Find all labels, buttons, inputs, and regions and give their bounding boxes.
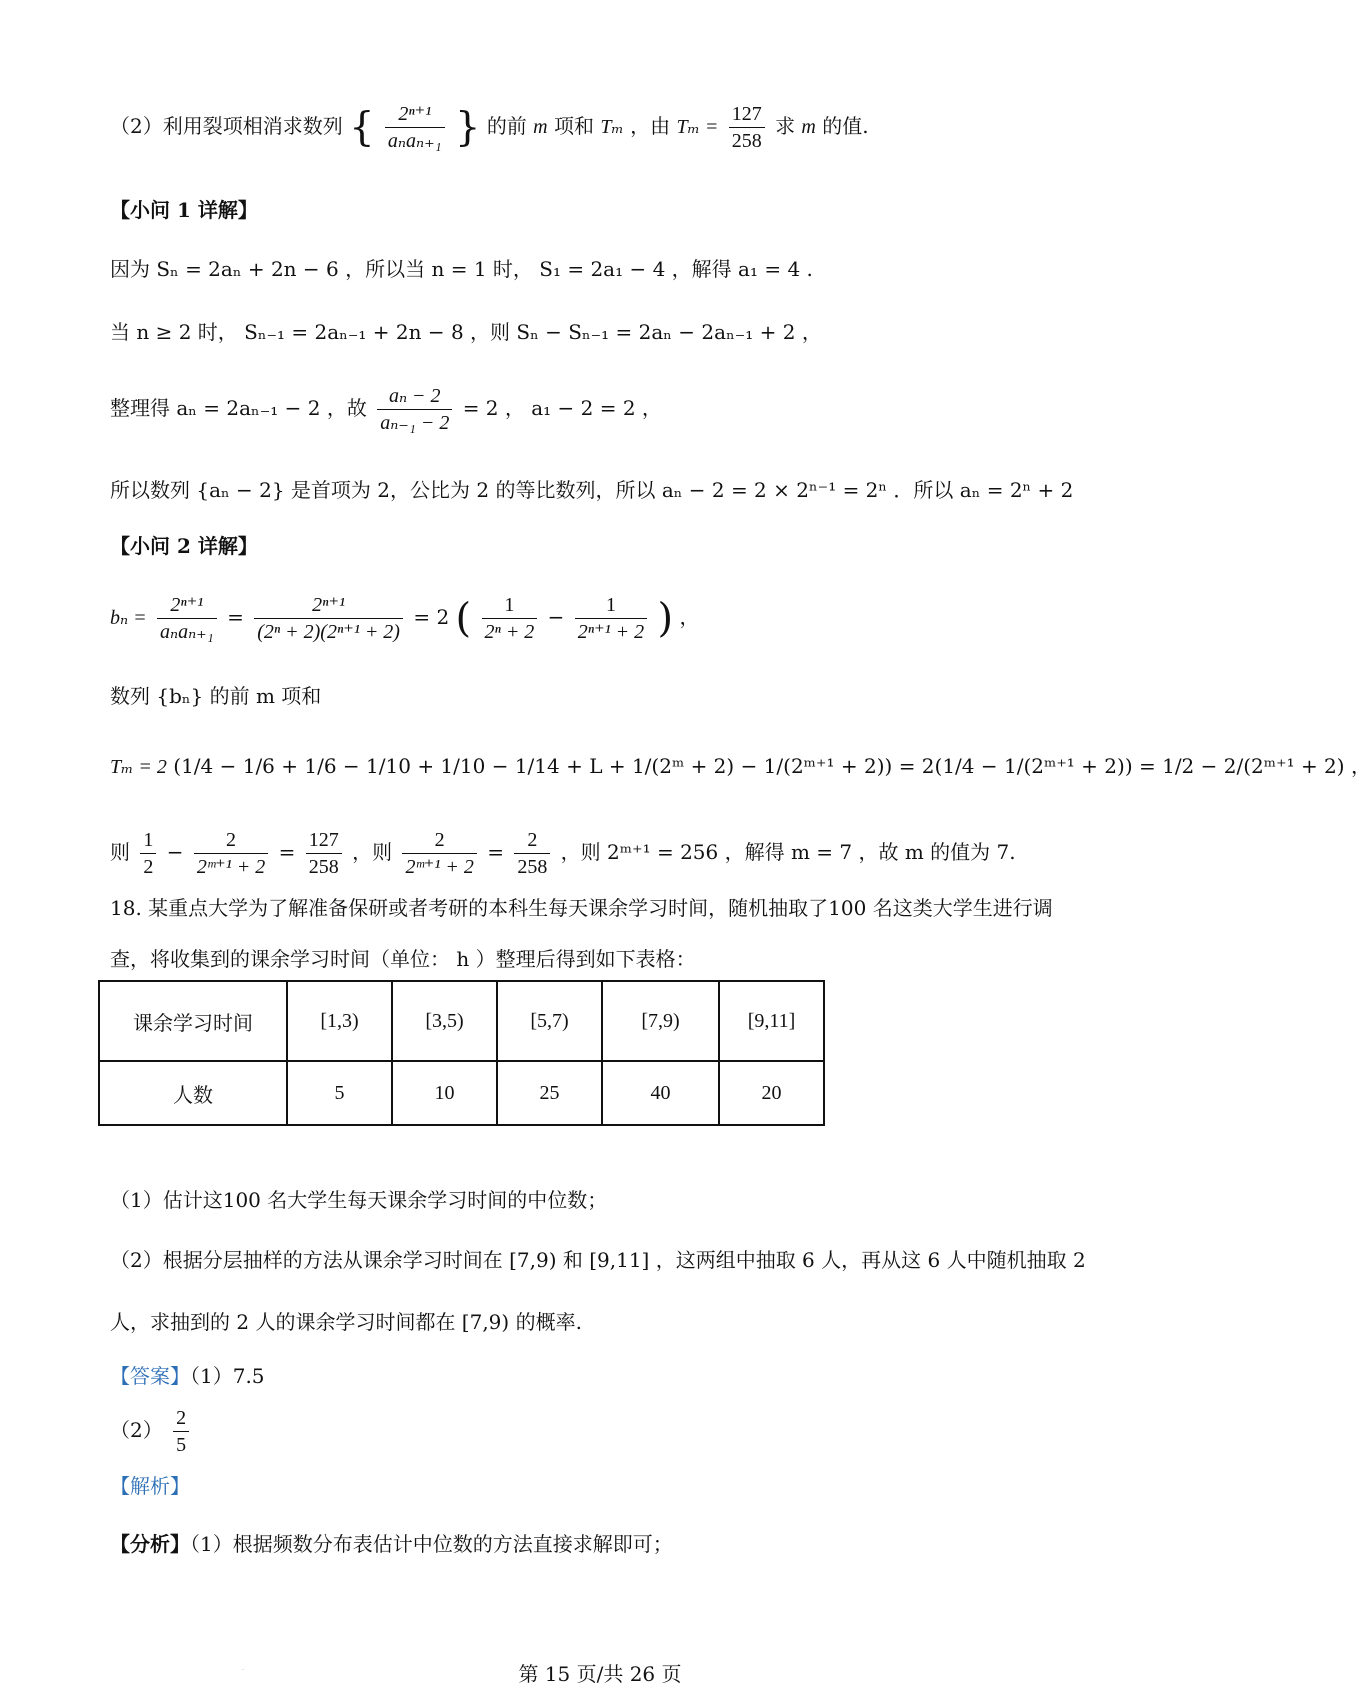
table-header-cell: 课余学习时间 — [99, 981, 287, 1061]
fraction — [194, 827, 268, 880]
page-footer: 第 15 页/共 26 页 — [518, 1662, 682, 1686]
text: − — [547, 605, 565, 629]
fraction — [306, 827, 342, 880]
analysis-tag: 【解析】 — [110, 1474, 190, 1498]
stray-dot: . — [242, 1665, 244, 1672]
solution-line: 当 n ≥ 2 时， Sₙ₋₁ = 2aₙ₋₁ + 2n − 8 ，则 Sₙ − Sₙ₋₁ = 2aₙ − 2aₙ₋₁ + 2 ， — [110, 320, 822, 344]
solution-line: 因为 Sₙ = 2aₙ + 2n − 6 ，所以当 n = 1 时， S₁ = 2a₁ − 4 ，解得 a₁ = 4 . — [110, 257, 813, 281]
fraction-numerator: 2ⁿ⁺¹ — [385, 101, 445, 128]
fraction — [254, 592, 403, 645]
text: = 2 ， a₁ − 2 = 2 ， — [462, 396, 662, 420]
answer-line — [110, 1400, 193, 1460]
solution-line: 所以数列 {aₙ − 2} 是首项为 2，公比为 2 的等比数列，所以 aₙ − 2 = 2 × 2ⁿ⁻¹ = 2ⁿ ．所以 aₙ = 2ⁿ + 2 — [110, 478, 1074, 502]
fraction-denominator: aₙaₙ₊₁ — [387, 130, 442, 152]
fraction-denominator: 2ⁿ + 2 — [484, 621, 535, 643]
table-cell: 5 — [287, 1061, 392, 1125]
fraction-denominator: aₙaₙ₊₁ — [159, 621, 214, 643]
text: 项和 — [553, 114, 594, 138]
fraction-numerator: 2 — [194, 827, 268, 854]
right-paren: ) — [657, 595, 674, 642]
fraction-numerator: 1 — [140, 827, 156, 854]
solution-line — [110, 378, 662, 438]
fraction-numerator: 127 — [729, 101, 765, 128]
text: 则 — [110, 840, 130, 864]
sum-terms: 1/4 − 1/6 + 1/6 − 1/10 + 1/10 − 1/14 + L + 1/(2ᵐ + 2) − 1/(2ᵐ⁺¹ + 2) — [181, 754, 885, 778]
text: ，则 — [352, 840, 393, 864]
fraction-numerator: 2 — [173, 1405, 189, 1432]
sum-result: = 2(1/4 − 1/(2ᵐ⁺¹ + 2)) = 1/2 − 2/(2ᵐ⁺¹ + 2) ， — [898, 754, 1371, 778]
solution-line — [110, 585, 699, 651]
analysis-label: 【分析】 — [110, 1532, 190, 1556]
fraction-denominator: 2 — [143, 856, 154, 878]
text: = — [278, 840, 296, 864]
fraction-numerator: 2 — [514, 827, 550, 854]
text: ， — [679, 605, 700, 629]
solution-line: 数列 {bₙ} 的前 m 项和 — [110, 684, 322, 708]
text: 整理得 aₙ = 2aₙ₋₁ − 2 ，故 — [110, 396, 367, 420]
table-row — [99, 981, 824, 1061]
question-18-line: 18. 某重点大学为了解准备保研或者考研的本科生每天课余学习时间，随机抽取了100 名这类大学生进行调 — [110, 896, 1053, 920]
fraction-numerator: 2ⁿ⁺¹ — [254, 592, 403, 619]
fraction — [402, 827, 476, 880]
fraction-denominator: 258 — [731, 130, 762, 152]
question-18-line: 查，将收集到的课余学习时间（单位： h ）整理后得到如下表格： — [110, 947, 696, 971]
table-cell: [1,3) — [287, 981, 392, 1061]
table-header-cell: 人数 — [99, 1061, 287, 1125]
right-brace: } — [455, 104, 481, 151]
fraction-numerator: 2 — [402, 827, 476, 854]
math-var: Tₘ — [600, 116, 624, 138]
question-part-2-cont: 人，求抽到的 2 人的课余学习时间都在 [7,9) 的概率. — [110, 1310, 582, 1334]
fraction — [173, 1405, 189, 1458]
fraction-denominator: aₙ₋₁ − 2 — [380, 412, 450, 434]
fraction — [575, 592, 647, 645]
fraction-numerator: 1 — [575, 592, 647, 619]
text: = — [227, 605, 244, 629]
left-paren: ( — [173, 754, 182, 778]
text: = — [487, 840, 504, 864]
analysis-line — [110, 1530, 673, 1558]
fraction-numerator: 127 — [306, 827, 342, 854]
fraction — [377, 383, 452, 436]
table-cell: 25 — [497, 1061, 602, 1125]
fraction — [157, 592, 217, 645]
text: ，则 2ᵐ⁺¹ = 256 ，解得 m = 7 ，故 m 的值为 7. — [560, 840, 1016, 864]
answer-tag: 【答案】 — [110, 1364, 190, 1388]
right-paren: ) — [884, 754, 893, 778]
fraction-denominator: 2ᵐ⁺¹ + 2 — [196, 856, 266, 878]
fraction-denominator: 5 — [176, 1434, 187, 1456]
text: 的值. — [822, 114, 869, 138]
fraction-denominator: 2ᵐ⁺¹ + 2 — [405, 856, 474, 878]
answer-1: （1）7.5 — [190, 1364, 265, 1388]
math-var: m — [533, 116, 548, 138]
table-cell: 40 — [602, 1061, 719, 1125]
fraction-denominator: 258 — [517, 856, 548, 878]
table-cell: 20 — [719, 1061, 824, 1125]
table-cell: [5,7) — [497, 981, 602, 1061]
math-var: Tₘ = 2 — [110, 756, 167, 778]
table-row — [99, 1061, 824, 1125]
fraction — [514, 827, 550, 880]
fraction-numerator: 2ⁿ⁺¹ — [157, 592, 217, 619]
section-heading-1: 【小问 1 详解】 — [110, 198, 258, 222]
fraction — [140, 827, 156, 880]
fraction — [729, 101, 765, 154]
fraction — [385, 101, 445, 154]
text: （2） — [110, 1418, 163, 1442]
fraction-numerator: aₙ − 2 — [377, 383, 452, 410]
left-brace: { — [349, 104, 375, 151]
table-cell: [3,5) — [392, 981, 497, 1061]
math-var: m — [801, 116, 816, 138]
text: = 2 — [413, 605, 450, 629]
answer-line — [110, 1362, 265, 1390]
text: （1）根据频数分布表估计中位数的方法直接求解即可； — [190, 1532, 673, 1556]
fraction-denominator: (2ⁿ + 2)(2ⁿ⁺¹ + 2) — [257, 621, 400, 643]
part2-method-line — [110, 96, 869, 158]
text: 的前 — [486, 114, 527, 138]
math-var: bₙ = — [110, 607, 147, 629]
table-cell: [7,9) — [602, 981, 719, 1061]
text: 求 — [775, 114, 796, 138]
section-heading-2: 【小问 2 详解】 — [110, 534, 258, 558]
fraction-denominator: 258 — [308, 856, 339, 878]
fraction-denominator: 2ⁿ⁺¹ + 2 — [577, 621, 645, 643]
left-paren: ( — [455, 595, 472, 642]
table-cell: 10 — [392, 1061, 497, 1125]
text: （2）利用裂项相消求数列 — [110, 114, 343, 138]
study-time-table — [98, 980, 825, 1126]
sum-line — [110, 752, 1371, 781]
question-part-1: （1）估计这100 名大学生每天课余学习时间的中位数； — [110, 1188, 608, 1212]
text: − — [166, 840, 184, 864]
fraction — [482, 592, 538, 645]
math-var: Tₘ = — [676, 116, 719, 138]
text: ，由 — [630, 114, 671, 138]
table-cell: [9,11] — [719, 981, 824, 1061]
fraction-numerator: 1 — [482, 592, 538, 619]
solution-line — [110, 822, 1016, 882]
question-part-2: （2）根据分层抽样的方法从课余学习时间在 [7,9) 和 [9,11] ，这两组中抽取 6 人，再从这 6 人中随机抽取 2 — [110, 1248, 1086, 1272]
